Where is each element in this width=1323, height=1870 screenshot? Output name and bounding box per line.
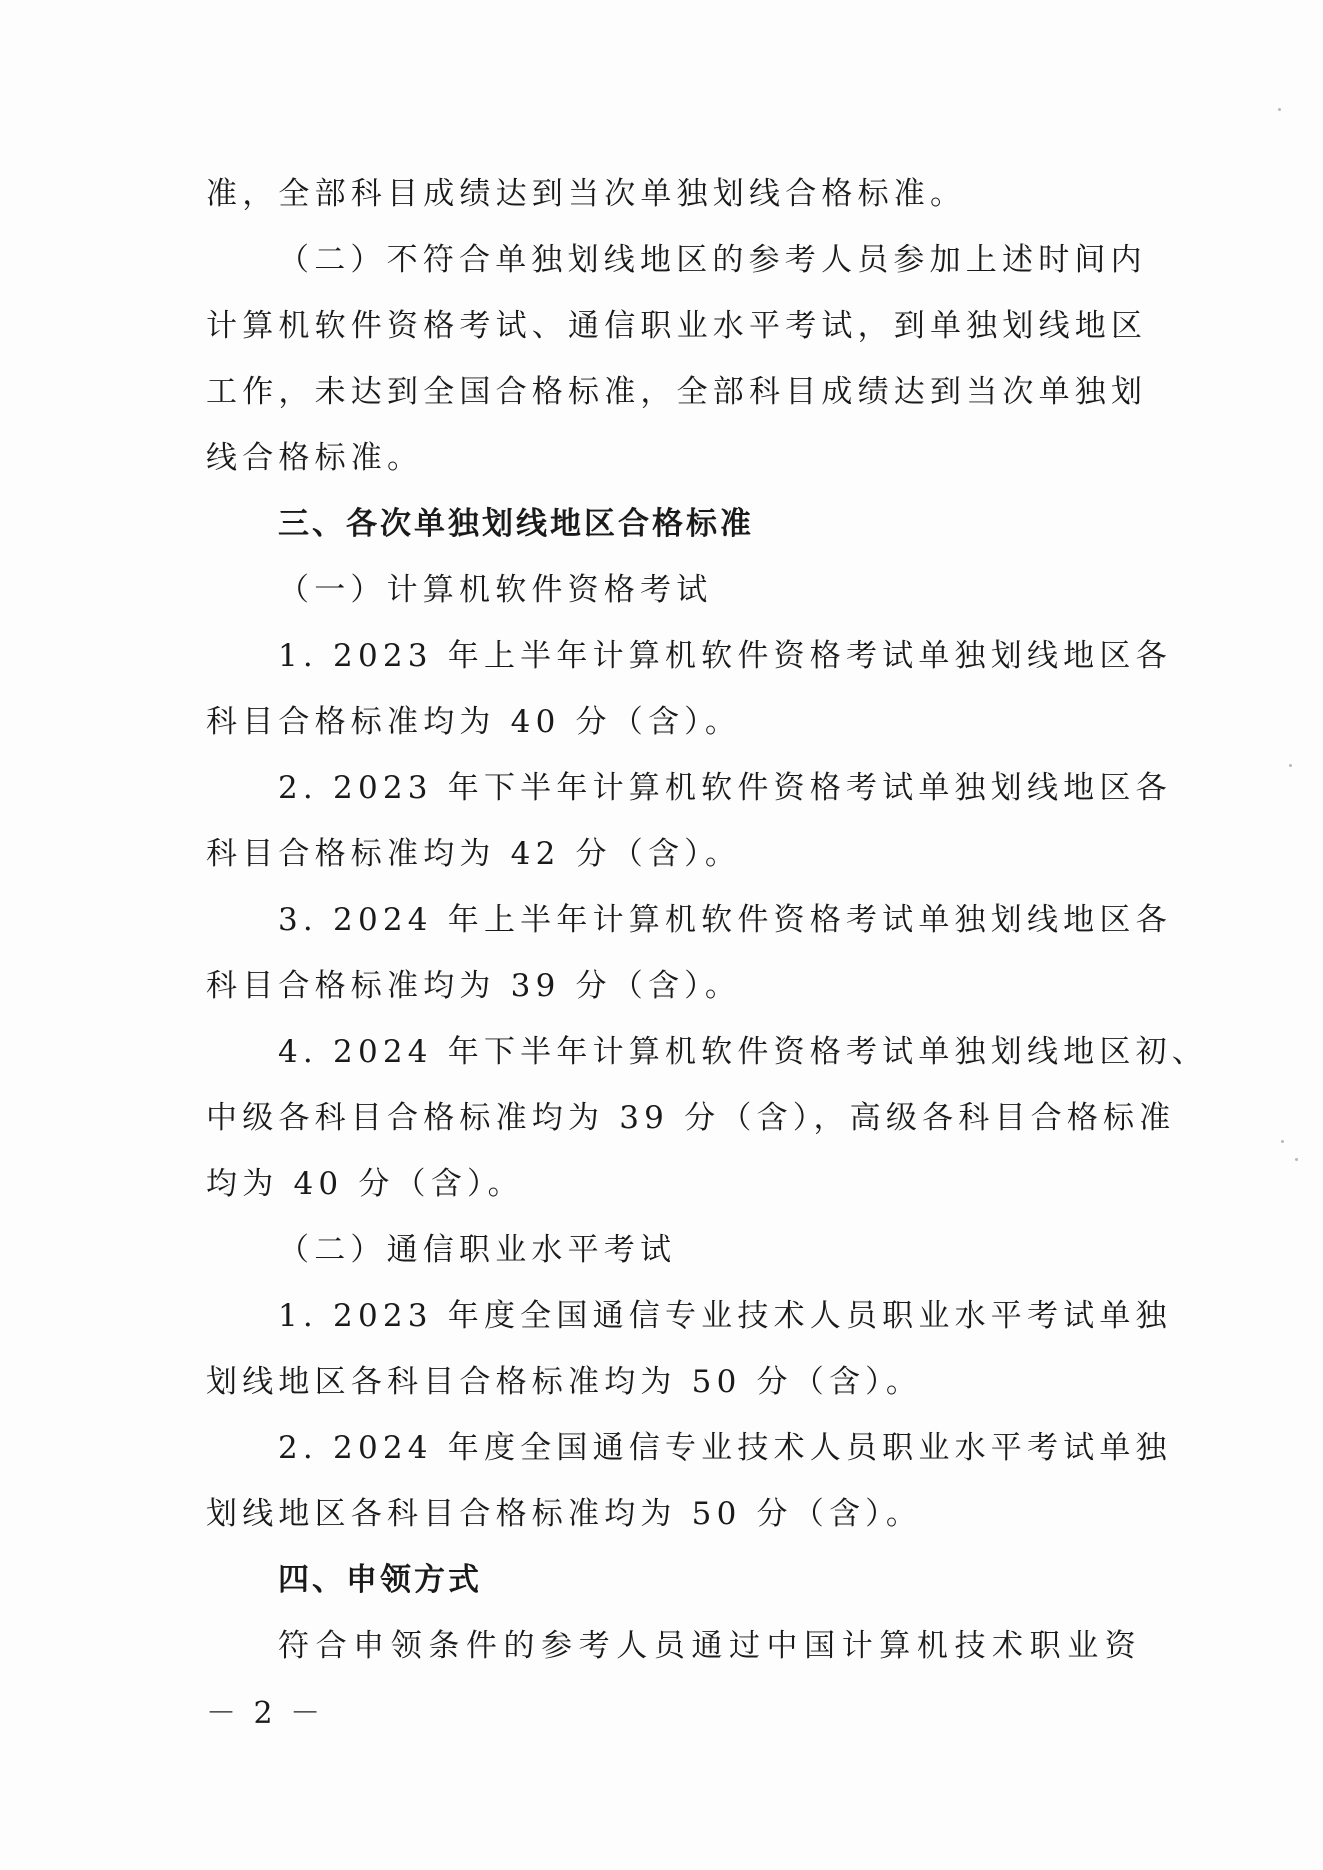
text-line-16: 均为 40 分（含）。 (206, 1166, 524, 1202)
text-line-8: 1. 2023 年上半年计算机软件资格考试单独划线地区各 (278, 638, 1172, 674)
subsection-heading-telecom: （二）通信职业水平考试 (278, 1232, 677, 1268)
text-line-11: 科目合格标准均为 42 分（含）。 (206, 836, 742, 872)
text-line-1: 准，全部科目成绩达到当次单独划线合格标准。 (206, 176, 967, 212)
page-number: － 2 － (206, 1696, 325, 1731)
text-line-12: 3. 2024 年上半年计算机软件资格考试单独划线地区各 (278, 902, 1172, 938)
text-line-18: 1. 2023 年度全国通信专业技术人员职业水平考试单独 (278, 1298, 1172, 1334)
text-line-14: 4. 2024 年下半年计算机软件资格考试单独划线地区初、 (278, 1034, 1208, 1070)
text-line-21: 划线地区各科目合格标准均为 50 分（含）。 (206, 1496, 923, 1532)
text-line-23: 符合申领条件的参考人员通过中国计算机技术职业资 (278, 1628, 1141, 1664)
text-line-4: 工作，未达到全国合格标准，全部科目成绩达到当次单独划 (206, 374, 1148, 410)
text-line-3: 计算机软件资格考试、通信职业水平考试，到单独划线地区 (206, 308, 1148, 344)
text-line-13: 科目合格标准均为 39 分（含）。 (206, 968, 742, 1004)
scan-speck (1278, 108, 1281, 111)
text-line-5: 线合格标准。 (206, 440, 424, 476)
section-heading-3: 三、各次单独划线地区合格标准 (278, 506, 754, 542)
scan-speck (1295, 1158, 1298, 1161)
text-line-15: 中级各科目合格标准均为 39 分（含），高级各科目合格标准 (206, 1100, 1176, 1136)
text-line-20: 2. 2024 年度全国通信专业技术人员职业水平考试单独 (278, 1430, 1172, 1466)
scan-speck (1289, 764, 1292, 767)
scan-speck (1281, 1140, 1284, 1143)
section-heading-4: 四、申领方式 (278, 1562, 482, 1598)
text-line-9: 科目合格标准均为 40 分（含）。 (206, 704, 742, 740)
subsection-heading-software: （一）计算机软件资格考试 (278, 572, 713, 608)
text-line-19: 划线地区各科目合格标准均为 50 分（含）。 (206, 1364, 923, 1400)
text-line-2: （二）不符合单独划线地区的参考人员参加上述时间内 (278, 242, 1147, 278)
text-line-10: 2. 2023 年下半年计算机软件资格考试单独划线地区各 (278, 770, 1172, 806)
